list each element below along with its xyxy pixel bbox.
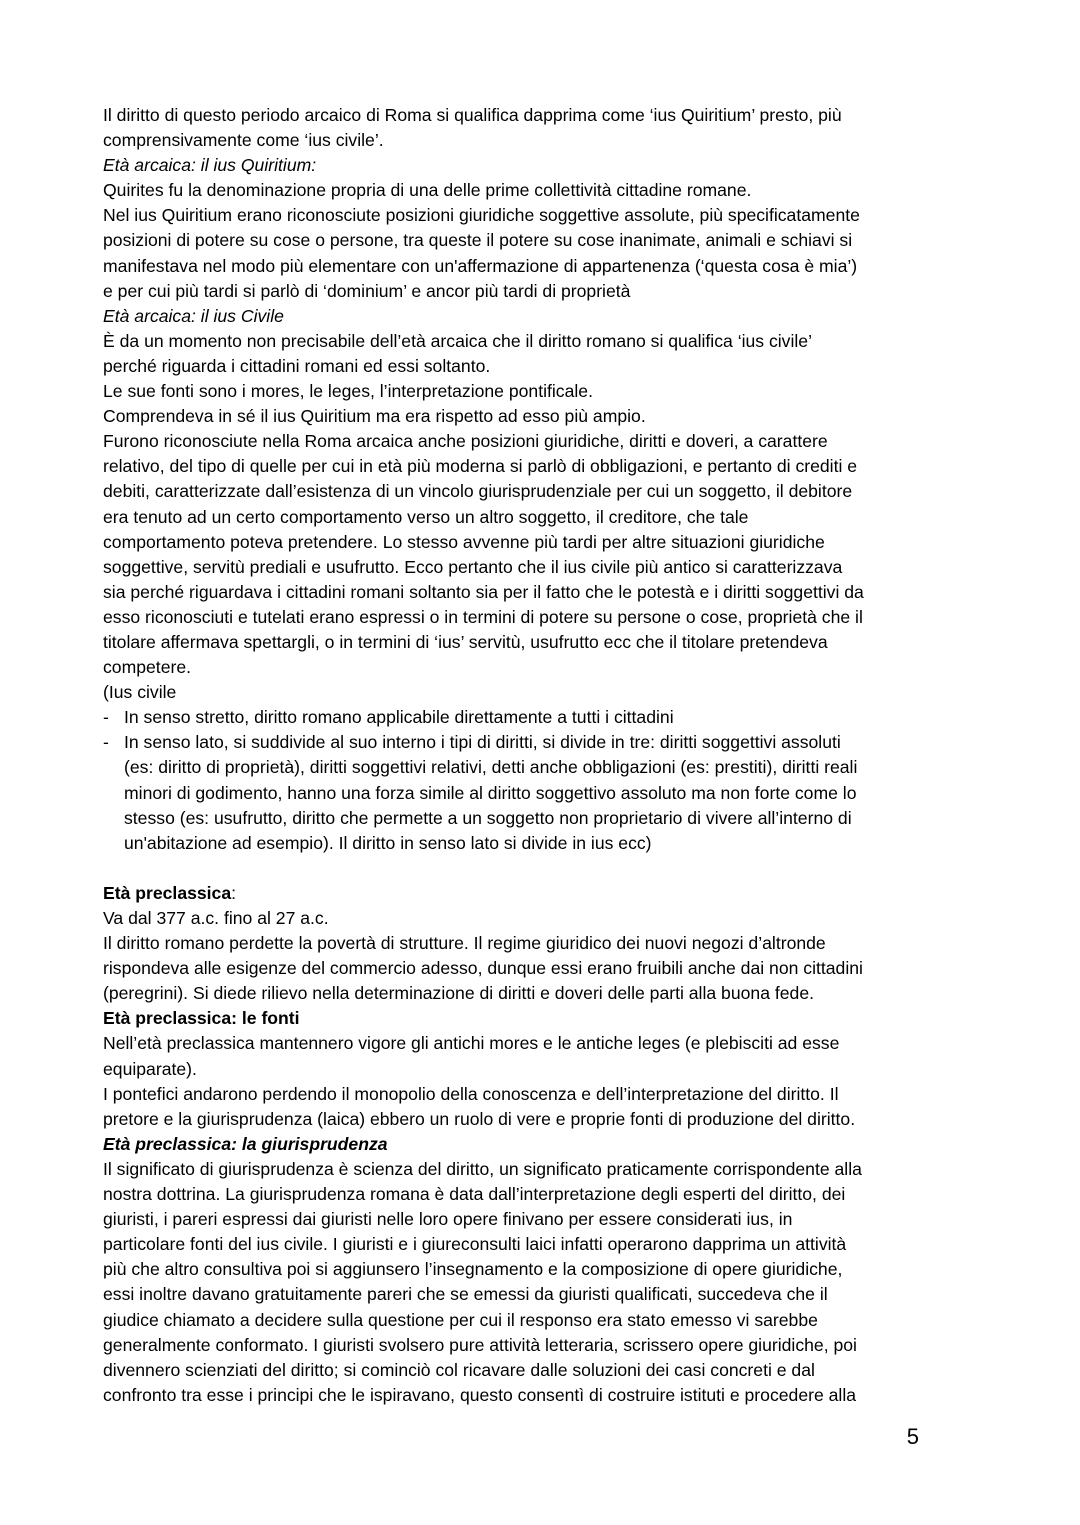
text-line: competere. [103, 657, 192, 678]
document-body [103, 103, 983, 1408]
list-item [103, 730, 983, 855]
text-line: Nel ius Quiritium erano riconosciute posizioni giuridiche soggettive assolute, più specificatamente [103, 205, 860, 226]
text-line: soggettive, servitù prediali e usufrutto. Ecco pertanto che il ius civile più antico si caratterizzava [103, 556, 843, 577]
heading-colon: : [231, 882, 237, 903]
text-line: relativo, del tipo di quelle per cui in età più moderna si parlò di obbligazioni, e pertanto di crediti e [103, 456, 858, 477]
text-line: Comprendeva in sé il ius Quiritium ma era rispetto ad esso più ampio. [103, 406, 646, 427]
text-line: pretore e la giurisprudenza (laica) ebbero un ruolo di vere e proprie fonti di produzione del diritto. [103, 1108, 856, 1129]
text-line: particolare fonti del ius civile. I giuristi e i giureconsulti laici infatti operarono dapprima un attività [103, 1234, 847, 1255]
text-line: era tenuto ad un certo comportamento verso un altro soggetto, il creditore, che tale [103, 506, 749, 527]
intro-paragraph [103, 103, 983, 153]
text-line: minori di godimento, hanno una forza simile al diritto soggettivo assoluto ma non forte come lo [124, 782, 857, 803]
text-line: manifestava nel modo più elementare con un'affermazione di appartenenza (‘questa cosa è mia’) [103, 255, 858, 276]
text-line: debiti, caratterizzate dall’esistenza di un vincolo giurisprudenziale per cui un soggetto, il debitore [103, 481, 853, 502]
text-line: generalmente conformato. I giuristi svolsero pure attività letteraria, scrissero opere giuridiche, poi [103, 1334, 857, 1355]
text-line: In senso stretto, diritto romano applicabile direttamente a tutti i cittadini [124, 707, 674, 728]
giurisprudenza-paragraph [103, 1157, 983, 1408]
fonti-paragraph [103, 1031, 983, 1131]
list-dash: - [103, 732, 109, 753]
text-line: Nell’età preclassica mantennero vigore gli antichi mores e le antiche leges (e plebisciti ad esse [103, 1033, 840, 1054]
text-line: esso riconosciuti e tutelati erano espressi o in termini di potere su persone o cose, proprietà che il [103, 606, 863, 627]
text-line: posizioni di potere su cose o persone, tra queste il potere su cose inanimate, animali e schiavi si [103, 230, 853, 251]
text-line: (Ius civile [103, 682, 177, 703]
text-line: giuristi, i pareri espressi dai giuristi nelle loro opere finivano per essere considerati ius, in [103, 1209, 793, 1230]
text-line: titolare affermava spettargli, o in termini di ‘ius’ servitù, usufrutto ecc che il titolare pretendeva [103, 631, 828, 652]
heading-le-fonti: Età preclassica: le fonti [103, 1008, 300, 1029]
heading-text: Età preclassica [103, 882, 232, 903]
list-item [103, 705, 983, 730]
text-line: Furono riconosciute nella Roma arcaica anche posizioni giuridiche, diritti e doveri, a carattere [103, 431, 828, 452]
text-line: Quirites fu la denominazione propria di una delle prime collettività cittadine romane. [103, 180, 752, 201]
text-line: Va dal 377 a.c. fino al 27 a.c. [103, 908, 329, 928]
text-line: comportamento poteva pretendere. Lo stesso avvenne più tardi per altre situazioni giuridiche [103, 531, 825, 552]
text-line: (es: diritto di proprietà), diritti soggettivi relativi, detti anche obbligazioni (es: prestiti), diritti reali [124, 757, 858, 778]
list-dash: - [103, 707, 109, 728]
text-line: confronto tra esse i principi che le ispiravano, questo consentì di costruire istituti e procedere alla [103, 1384, 857, 1405]
text-line: Il significato di giurisprudenza è scienza del diritto, un significato praticamente corrispondente alla [103, 1158, 862, 1179]
text-line: (peregrini). Si diede rilievo nella determinazione di diritti e doveri delle parti alla buona fede. [103, 983, 814, 1004]
civile-paragraph [103, 329, 983, 705]
text-line: In senso lato, si suddivide al suo interno i tipi di diritti, si divide in tre: diritti soggettivi assoluti [124, 732, 841, 753]
heading-eta-preclassica [103, 881, 983, 906]
page-number: 5 [906, 1424, 919, 1449]
text-line: Le sue fonti sono i mores, le leges, l’interpretazione pontificale. [103, 381, 593, 402]
text-line: giudice chiamato a decidere sulla questione per cui il responso era stato emesso vi sarebbe [103, 1309, 818, 1330]
ius-civile-list [103, 705, 983, 856]
text-line: Il diritto romano perdette la povertà di strutture. Il regime giuridico dei nuovi negozi d’altronde [103, 933, 826, 954]
text-line: equiparate). [103, 1058, 197, 1079]
text-line: divennero scienziati del diritto; si cominciò col ricavare dalle soluzioni dei casi concreti e dal [103, 1359, 815, 1380]
text-line: Il diritto di questo periodo arcaico di Roma si qualifica dapprima come ‘ius Quiritium’ presto, più [103, 105, 842, 125]
text-line: sia perché riguardava i cittadini romani soltanto sia per il fatto che le potestà e i diritti soggettivi da [103, 581, 864, 602]
quiritium-paragraph [103, 178, 983, 303]
text-line: stesso (es: usufrutto, diritto che permette a un soggetto non proprietario di vivere all’interno di [124, 807, 852, 828]
text-line: e per cui più tardi si parlò di ‘dominium’ e ancor più tardi di proprietà [103, 280, 631, 301]
heading-ius-quiritium: Età arcaica: il ius Quiritium: [103, 155, 317, 176]
text-line: perché riguarda i cittadini romani ed essi soltanto. [103, 355, 491, 376]
text-line: un'abitazione ad esempio). Il diritto in senso lato si divide in ius ecc) [124, 832, 652, 853]
text-line: essi inoltre davano gratuitamente pareri che se emessi da giuristi qualificati, succedeva che il [103, 1284, 828, 1305]
text-line: È da un momento non precisabile dell’età arcaica che il diritto romano si qualifica ‘ius civile’ [103, 330, 812, 351]
text-line: comprensivamente come ‘ius civile’. [103, 130, 384, 151]
heading-la-giurisprudenza: Età preclassica: la giurisprudenza [103, 1133, 388, 1154]
text-line: più che altro consultiva poi si aggiunsero l’insegnamento e la composizione di opere giuridiche, [103, 1259, 843, 1280]
preclassica-intro [103, 906, 983, 1006]
text-line: nostra dottrina. La giurisprudenza romana è data dall’interpretazione degli esperti del diritto, dei [103, 1184, 846, 1205]
text-line: rispondeva alle esigenze del commercio adesso, dunque essi erano fruibili anche dai non cittadini [103, 958, 863, 979]
heading-ius-civile: Età arcaica: il ius Civile [103, 305, 284, 326]
text-line: I pontefici andarono perdendo il monopolio della conoscenza e dell’interpretazione del diritto. Il [103, 1083, 839, 1104]
section-spacer [103, 856, 983, 881]
